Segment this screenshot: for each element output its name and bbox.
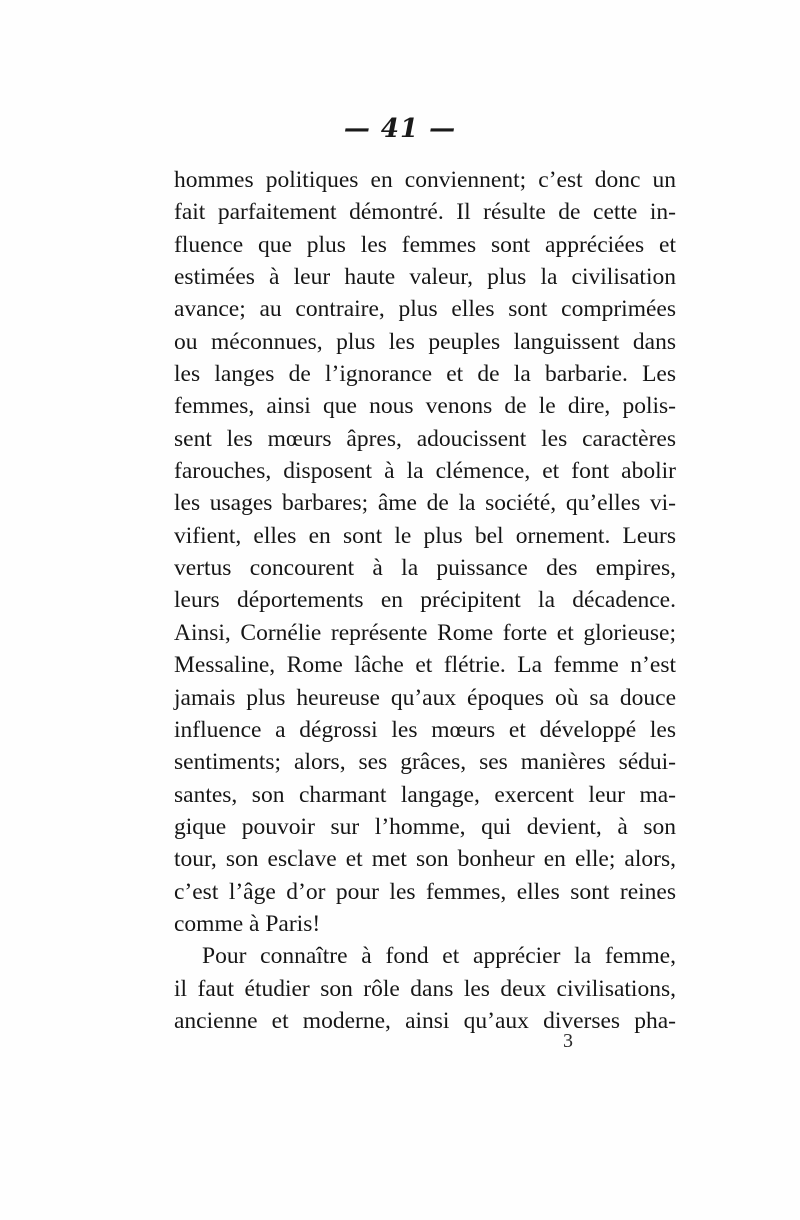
text-line: Messaline, Rome lâche et flétrie. La femme n’est	[174, 652, 676, 679]
text-line: ancienne et moderne, ainsi qu’aux diverses pha-	[174, 1007, 676, 1034]
text-line: les usages barbares; âme de la société, qu’elles vi-	[174, 490, 676, 517]
text-line: vertus concourent à la puissance des empires,	[174, 555, 676, 582]
text-line: hommes politiques en conviennent; c’est donc un	[174, 167, 676, 193]
text-line: santes, son charmant langage, exercent leur ma-	[174, 781, 676, 808]
text-line: sent les mœurs âpres, adoucissent les caractères	[174, 425, 676, 452]
text-line: farouches, disposent à la clémence, et font abolir	[174, 458, 676, 485]
text-line: fluence que plus les femmes sont appréciées et	[174, 231, 676, 258]
text-line: Ainsi, Cornélie représente Rome forte et glorieuse;	[174, 619, 676, 646]
text-line: avance; au contraire, plus elles sont comprimées	[174, 296, 676, 323]
text-line: influence a dégrossi les mœurs et développé les	[174, 716, 676, 743]
text-line: tour, son esclave et met son bonheur en elle; alors,	[174, 846, 676, 873]
body-text	[174, 164, 676, 1037]
text-line: il faut étudier son rôle dans les deux civilisations,	[174, 975, 676, 1002]
text-line: jamais plus heureuse qu’aux époques où sa douce	[174, 684, 676, 711]
text-line: femmes, ainsi que nous venons de le dire, polis-	[174, 393, 676, 420]
text-line: gique pouvoir sur l’homme, qui devient, à son	[174, 813, 676, 840]
text-line: ou méconnues, plus les peuples languissent dans	[174, 328, 676, 355]
paragraph-end-line: comme à Paris!	[174, 910, 321, 937]
text-line: fait parfaitement démontré. Il résulte de cette in-	[174, 199, 676, 226]
text-line: leurs déportements en précipitent la décadence.	[174, 587, 676, 614]
text-line: estimées à leur haute valeur, plus la civilisation	[174, 264, 676, 291]
text-line: sentiments; alors, ses grâces, ses manières sédui-	[174, 749, 676, 776]
signature-mark: 3	[563, 1030, 573, 1052]
paragraph-start-line: Pour connaître à fond et apprécier la femme,	[202, 943, 676, 970]
running-header-page-number: — 41 —	[343, 114, 457, 144]
text-line: c’est l’âge d’or pour les femmes, elles sont reines	[174, 878, 676, 905]
text-line: les langes de l’ignorance et de la barbarie. Les	[174, 361, 676, 388]
text-line: vifient, elles en sont le plus bel ornement. Leurs	[174, 522, 676, 549]
